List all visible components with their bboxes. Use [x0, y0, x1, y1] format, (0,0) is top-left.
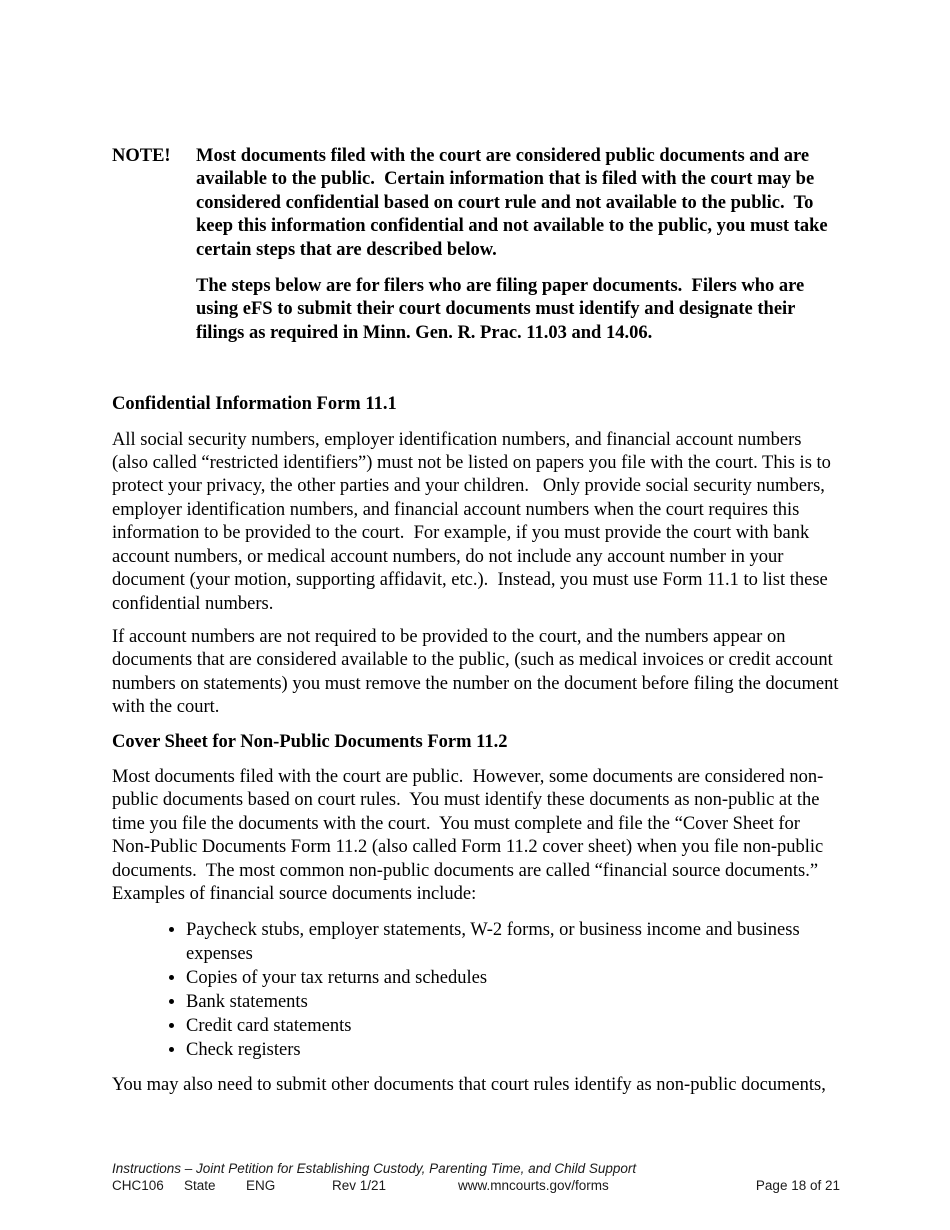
list-item: • Paycheck stubs, employer statements, W-2 forms, or business income and business expenses: [186, 918, 842, 966]
note-paragraph-1: Most documents filed with the court are considered public documents and are available to the public. Certain information that is filed with the court may be considered confidential based on court rule and not available to the public. To keep this information confidential and not available to the public, you must take certain steps that are described below.: [196, 146, 833, 260]
list-item: • Check registers: [186, 1038, 842, 1062]
footer-revision: Rev 1/21: [332, 1178, 387, 1193]
list-item: • Bank statements: [186, 990, 842, 1014]
footer-language: ENG: [246, 1178, 276, 1193]
document-content: [112, 0, 842, 1098]
page-footer: [0, 1161, 950, 1211]
footer-document-title: Instructions – Joint Petition for Establishing Custody, Parenting Time, and Child Support: [112, 1161, 637, 1176]
paragraph-account-numbers: If account numbers are not required to be provided to the court, and the numbers appear on documents that are considered available to the public, (such as medical invoices or credit account numbers on statements) you must remove the number on the document before filing the document with the court.: [112, 626, 844, 718]
footer-form-number: CHC106: [112, 1178, 164, 1193]
section-heading-cover-sheet-form: Cover Sheet for Non-Public Documents Form 11.2: [112, 731, 508, 752]
list-item: • Copies of your tax returns and schedules: [186, 966, 842, 990]
paragraph-restricted-identifiers: All social security numbers, employer identification numbers, and financial account numbers (also called “restricted identifiers”) must not be listed on papers you file with the court. This is to protect your privacy, the other parties and your children. Only provide social security numbers, employer identification numbers, and financial account numbers when the court requires this information to be provided to the court. For example, if you must provide the court with bank account numbers, or medical account numbers, do not include any account number in your document (your motion, supporting affidavit, etc.). Instead, you must use Form 11.1 to list these confidential numbers.: [112, 429, 836, 614]
note-block: [112, 145, 842, 345]
list-item: • Credit card statements: [186, 1014, 842, 1038]
section-heading-confidential-information-form: Confidential Information Form 11.1: [112, 394, 397, 415]
footer-website: www.mncourts.gov/forms: [458, 1178, 609, 1193]
note-paragraph-2: The steps below are for filers who are filing paper documents. Filers who are using eFS to submit their court documents must identify and designate their filings as required in Minn. Gen. R. Prac. 11.03 and 14.06.: [196, 276, 809, 343]
paragraph-non-public-documents: Most documents filed with the court are public. However, some documents are considered non-public documents based on court rules. You must identify these documents as non-public at the time you file the documents with the court. You must complete and file the “Cover Sheet for Non-Public Documents Form 11.2 (also called Form 11.2 cover sheet) when you file non-public documents. The most common non-public documents are called “financial source documents.” Examples of financial source documents include:: [112, 766, 828, 904]
financial-source-documents-list: [112, 918, 842, 1062]
closing-paragraph: You may also need to submit other documents that court rules identify as non-public documents,: [112, 1075, 826, 1096]
note-body: [196, 145, 842, 345]
footer-jurisdiction: State: [184, 1178, 216, 1193]
note-label: NOTE!: [112, 146, 171, 166]
footer-page-number: Page 18 of 21: [755, 1178, 840, 1193]
